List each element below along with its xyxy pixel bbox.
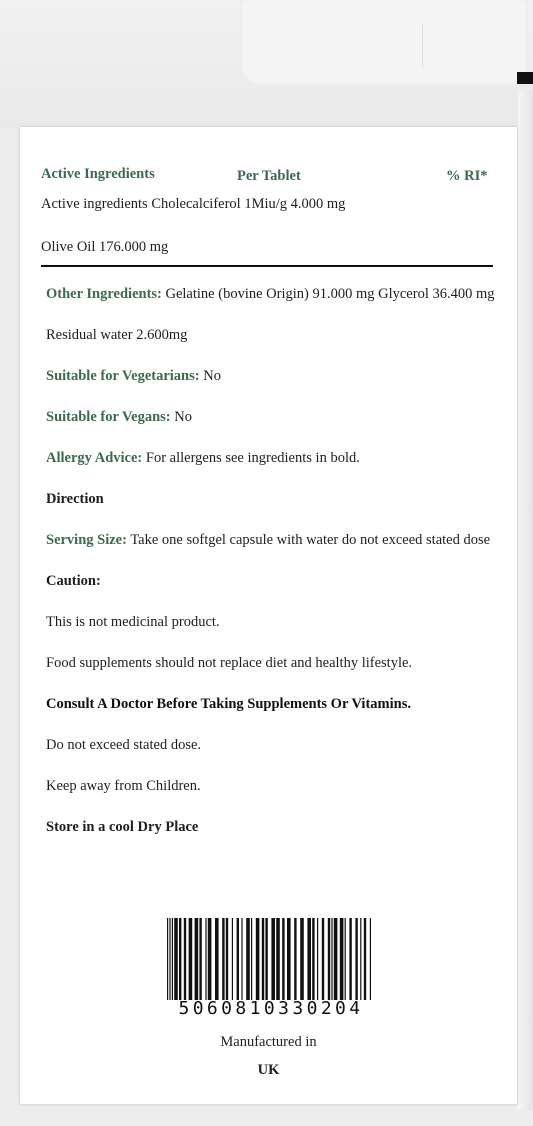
barcode-bar: [256, 918, 260, 1000]
other-ingredients-value: Gelatine (bovine Origin) 91.000 mg Glycerol 36.400 mg: [161, 286, 495, 302]
olive-oil-line: Olive Oil 176.000 mg: [41, 239, 169, 255]
barcode-bar: [364, 918, 366, 1000]
barcode-bar: [222, 918, 224, 1000]
barcode-bar: [300, 918, 304, 1000]
other-ingredients-label: Other Ingredients:: [46, 286, 162, 302]
vegetarian-value: No: [199, 368, 221, 384]
barcode-bar: [317, 918, 318, 1000]
allergy-label: Allergy Advice:: [46, 450, 143, 466]
active-ingredients-line: Active ingredients Cholecalciferol 1Miu/g 4.000 mg: [41, 196, 346, 212]
barcode-bar: [340, 918, 344, 1000]
barcode-bar: [237, 918, 239, 1000]
caution-line-1: This is not medicinal product.: [46, 614, 220, 630]
barcode: [165, 918, 375, 1000]
divider-rule: [41, 265, 493, 267]
allergy-line: [46, 450, 360, 467]
barcode-bar: [328, 918, 330, 1000]
caution-heading: Caution:: [46, 573, 101, 589]
package-notch-mark: [422, 24, 433, 68]
storage-line: Store in a cool Dry Place: [46, 819, 199, 835]
header-per-tablet: Per Tablet: [237, 168, 301, 184]
barcode-bar: [169, 918, 170, 1000]
caution-line-3: Consult A Doctor Before Taking Supplements Or Vitamins.: [46, 696, 411, 712]
barcode-bar: [172, 918, 173, 1000]
barcode-bar: [174, 918, 178, 1000]
barcode-bar: [208, 918, 212, 1000]
barcode-bar: [215, 918, 219, 1000]
barcode-bar: [265, 918, 267, 1000]
residual-water-line: Residual water 2.600mg: [46, 327, 188, 343]
barcode-bar: [355, 918, 357, 1000]
barcode-bar: [312, 918, 314, 1000]
barcode-bar: [199, 918, 201, 1000]
manufactured-country: UK: [257, 1062, 280, 1078]
other-ingredients-line: [46, 286, 495, 303]
serving-size-value: Take one softgel capsule with water do not exceed stated dose: [126, 532, 491, 548]
barcode-bar: [345, 918, 346, 1000]
allergy-value: For allergens see ingredients in bold.: [142, 450, 360, 466]
barcode-bar: [179, 918, 181, 1000]
barcode-bar: [360, 918, 361, 1000]
barcode-bar: [226, 918, 228, 1000]
package-edge: [518, 90, 533, 1110]
barcode-bar: [167, 918, 168, 1000]
manufactured-in-label: Manufactured in: [220, 1034, 317, 1050]
vegetarian-label: Suitable for Vegetarians:: [46, 368, 200, 384]
barcode-bar: [294, 918, 296, 1000]
serving-size-label: Serving Size:: [46, 532, 127, 548]
serving-size-line: [46, 532, 490, 549]
barcode-bar: [262, 918, 264, 1000]
package-edge-shadow: [517, 72, 533, 84]
vegan-value: No: [170, 409, 192, 425]
barcode-bar: [271, 918, 275, 1000]
barcode-bar: [251, 918, 252, 1000]
header-ri: % RI*: [446, 168, 488, 184]
caution-line-5: Keep away from Children.: [46, 778, 201, 794]
barcode-digits: 5060810330204: [178, 998, 364, 1019]
barcode-bar: [282, 918, 284, 1000]
vegan-line: [46, 409, 192, 426]
barcode-bar: [205, 918, 206, 1000]
barcode-bar: [184, 918, 186, 1000]
barcode-bar: [189, 918, 193, 1000]
barcode-bar: [334, 918, 338, 1000]
barcode-bar: [276, 918, 280, 1000]
barcode-bar: [370, 918, 371, 1000]
barcode-bar: [322, 918, 324, 1000]
barcode-bar: [241, 918, 242, 1000]
barcode-bar: [307, 918, 311, 1000]
barcode-bar: [195, 918, 199, 1000]
header-active-ingredients: Active Ingredients: [41, 166, 155, 182]
barcode-bar: [232, 918, 233, 1000]
direction-heading: Direction: [46, 491, 104, 507]
caution-line-2: Food supplements should not replace diet and healthy lifestyle.: [46, 655, 413, 671]
barcode-bar: [349, 918, 351, 1000]
barcode-bar: [287, 918, 291, 1000]
barcode-bar: [331, 918, 332, 1000]
vegetarian-line: [46, 368, 221, 385]
caution-line-4: Do not exceed stated dose.: [46, 737, 202, 753]
barcode-bar: [246, 918, 250, 1000]
vegan-label: Suitable for Vegans:: [46, 409, 171, 425]
package-notch: [240, 0, 528, 88]
